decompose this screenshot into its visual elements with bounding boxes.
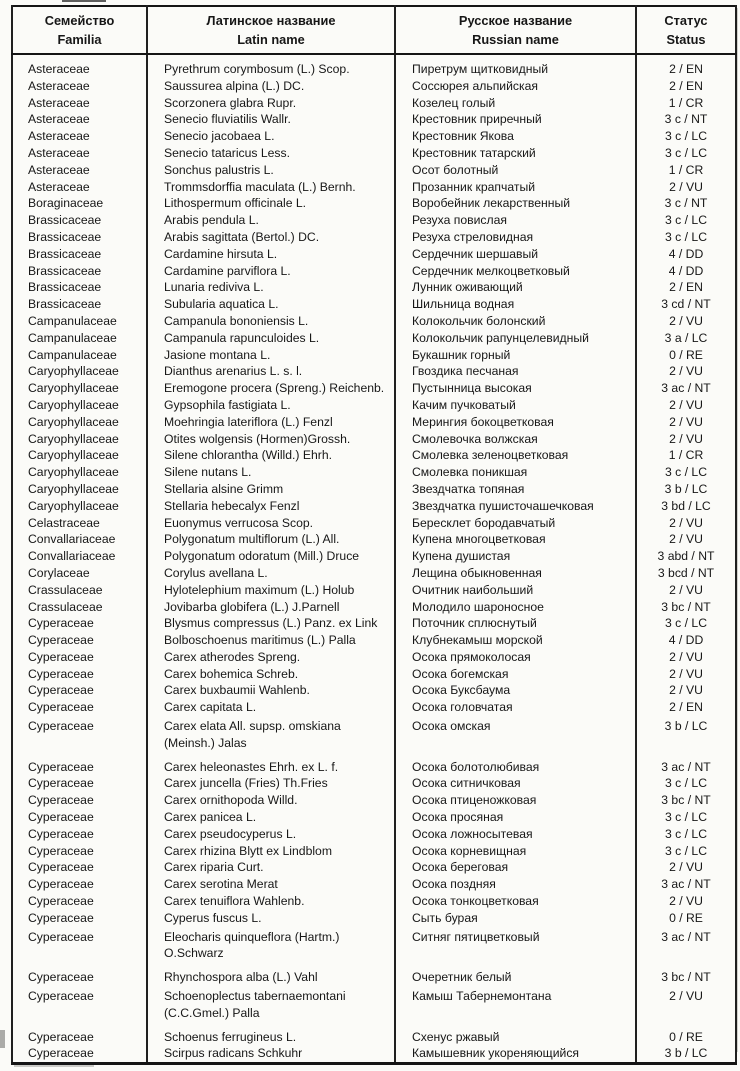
family-cell: Cyperaceae [12, 843, 147, 860]
russian-name-cell: Осока Буксбаума [395, 682, 636, 699]
table-row [12, 95, 736, 112]
latin-name-cell: Carex bohemica Schreb. [147, 666, 395, 683]
family-cell: Cyperaceae [12, 759, 147, 776]
table-row [12, 246, 736, 263]
latin-name-cell: Lithospermum officinale L. [147, 195, 395, 212]
status-cell: 3 b / LC [636, 1045, 736, 1063]
family-cell: Caryophyllaceae [12, 363, 147, 380]
latin-name-cell: Schoenoplectus tabernaemontani (C.C.Gmel.) Palla [147, 986, 395, 1029]
status-cell: 3 cd / NT [636, 296, 736, 313]
table-row [12, 296, 736, 313]
header-russian-en: Russian name [472, 32, 559, 47]
latin-name-cell: Scirpus radicans Schkuhr [147, 1045, 395, 1063]
table-row [12, 78, 736, 95]
status-cell: 3 b / LC [636, 481, 736, 498]
family-cell: Asteraceae [12, 78, 147, 95]
table-row [12, 775, 736, 792]
status-cell: 2 / VU [636, 397, 736, 414]
latin-name-cell: Stellaria alsine Grimm [147, 481, 395, 498]
family-cell: Celastraceae [12, 515, 147, 532]
family-cell: Caryophyllaceae [12, 431, 147, 448]
table-row [12, 128, 736, 145]
status-cell: 3 ac / NT [636, 876, 736, 893]
table-row [12, 649, 736, 666]
family-cell: Campanulaceae [12, 330, 147, 347]
table-row [12, 414, 736, 431]
status-cell: 4 / DD [636, 632, 736, 649]
scan-artifact-top [62, 0, 106, 2]
family-cell: Caryophyllaceae [12, 397, 147, 414]
russian-name-cell: Шильница водная [395, 296, 636, 313]
russian-name-cell: Купена душистая [395, 548, 636, 565]
table-row [12, 162, 736, 179]
status-cell: 3 bc / NT [636, 969, 736, 986]
family-cell: Caryophyllaceae [12, 481, 147, 498]
family-cell: Asteraceae [12, 111, 147, 128]
russian-name-cell: Осока птиценожковая [395, 792, 636, 809]
family-cell: Asteraceae [12, 162, 147, 179]
table-row [12, 682, 736, 699]
russian-name-cell: Смолевка поникшая [395, 464, 636, 481]
table-row [12, 809, 736, 826]
latin-name-cell: Cardamine parviflora L. [147, 263, 395, 280]
table-row [12, 363, 736, 380]
russian-name-cell: Осока омская [395, 716, 636, 759]
latin-name-cell: Trommsdorffia maculata (L.) Bernh. [147, 179, 395, 196]
russian-name-cell: Лунник оживающий [395, 279, 636, 296]
family-cell: Crassulaceae [12, 599, 147, 616]
russian-name-cell: Осока поздняя [395, 876, 636, 893]
status-cell: 3 bc / NT [636, 792, 736, 809]
table-row [12, 716, 736, 759]
russian-name-cell: Мерингия бокоцветковая [395, 414, 636, 431]
russian-name-cell: Камыш Табернемонтана [395, 986, 636, 1029]
russian-name-cell: Сердечник шершавый [395, 246, 636, 263]
latin-name-cell: Corylus avellana L. [147, 565, 395, 582]
status-cell: 3 c / LC [636, 229, 736, 246]
header-russian-ru: Русское название [458, 13, 573, 28]
russian-name-cell: Колокольчик болонский [395, 313, 636, 330]
latin-name-cell: Carex heleonastes Ehrh. ex L. f. [147, 759, 395, 776]
family-cell: Cyperaceae [12, 910, 147, 927]
family-cell: Cyperaceae [12, 775, 147, 792]
status-cell: 2 / EN [636, 54, 736, 78]
russian-name-cell: Ситняг пятицветковый [395, 927, 636, 970]
table-row [12, 759, 736, 776]
status-cell: 3 bcd / NT [636, 565, 736, 582]
family-cell: Cyperaceae [12, 969, 147, 986]
latin-name-cell: Cyperus fuscus L. [147, 910, 395, 927]
header-family-en: Familia [57, 32, 102, 47]
family-cell: Cyperaceae [12, 615, 147, 632]
family-cell: Boraginaceae [12, 195, 147, 212]
table-row [12, 179, 736, 196]
status-cell: 3 c / LC [636, 128, 736, 145]
family-cell: Brassicaceae [12, 279, 147, 296]
status-cell: 1 / CR [636, 162, 736, 179]
table-row [12, 859, 736, 876]
latin-name-cell: Carex pseudocyperus L. [147, 826, 395, 843]
species-status-table [11, 5, 737, 1065]
latin-name-cell: Pyrethrum corymbosum (L.) Scop. [147, 54, 395, 78]
latin-name-cell: Polygonatum odoratum (Mill.) Druce [147, 548, 395, 565]
russian-name-cell: Крестовник Якова [395, 128, 636, 145]
family-cell: Caryophyllaceae [12, 498, 147, 515]
family-cell: Campanulaceae [12, 313, 147, 330]
table-header [12, 6, 736, 54]
russian-name-cell: Осока ситничковая [395, 775, 636, 792]
status-cell: 3 c / LC [636, 809, 736, 826]
table-row [12, 330, 736, 347]
table-row [12, 212, 736, 229]
table-row [12, 582, 736, 599]
russian-name-cell: Воробейник лекарственный [395, 195, 636, 212]
status-cell: 3 bc / NT [636, 599, 736, 616]
russian-name-cell: Сердечник мелкоцветковый [395, 263, 636, 280]
status-cell: 3 c / LC [636, 615, 736, 632]
table-row [12, 229, 736, 246]
latin-name-cell: Lunaria rediviva L. [147, 279, 395, 296]
family-cell: Asteraceae [12, 54, 147, 78]
status-cell: 3 bd / LC [636, 498, 736, 515]
russian-name-cell: Очеретник белый [395, 969, 636, 986]
status-cell: 0 / RE [636, 1029, 736, 1046]
table-row [12, 666, 736, 683]
table-row [12, 1045, 736, 1063]
latin-name-cell: Carex tenuiflora Wahlenb. [147, 893, 395, 910]
family-cell: Corylaceae [12, 565, 147, 582]
family-cell: Brassicaceae [12, 296, 147, 313]
status-cell: 2 / VU [636, 313, 736, 330]
status-cell: 2 / EN [636, 699, 736, 716]
family-cell: Cyperaceae [12, 1029, 147, 1046]
table-row [12, 111, 736, 128]
table-row [12, 313, 736, 330]
russian-name-cell: Схенус ржавый [395, 1029, 636, 1046]
latin-name-cell: Euonymus verrucosa Scop. [147, 515, 395, 532]
status-cell: 4 / DD [636, 263, 736, 280]
table-row [12, 969, 736, 986]
latin-name-cell: Carex buxbaumii Wahlenb. [147, 682, 395, 699]
status-cell: 3 ac / NT [636, 927, 736, 970]
status-cell: 4 / DD [636, 246, 736, 263]
russian-name-cell: Осока ложносытевая [395, 826, 636, 843]
russian-name-cell: Крестовник приречный [395, 111, 636, 128]
russian-name-cell: Качим пучковатый [395, 397, 636, 414]
table-row [12, 565, 736, 582]
latin-name-cell: Stellaria hebecalyx Fenzl [147, 498, 395, 515]
status-cell: 3 c / NT [636, 195, 736, 212]
table-row [12, 632, 736, 649]
latin-name-cell: Polygonatum multiflorum (L.) All. [147, 531, 395, 548]
header-latin-ru: Латинское название [206, 13, 336, 28]
family-cell: Caryophyllaceae [12, 447, 147, 464]
russian-name-cell: Козелец голый [395, 95, 636, 112]
table-row [12, 699, 736, 716]
table-row [12, 397, 736, 414]
latin-name-cell: Bolboschoenus maritimus (L.) Palla [147, 632, 395, 649]
table-row [12, 447, 736, 464]
russian-name-cell: Осока прямоколосая [395, 649, 636, 666]
family-cell: Campanulaceae [12, 347, 147, 364]
latin-name-cell: Sonchus palustris L. [147, 162, 395, 179]
status-cell: 3 c / LC [636, 464, 736, 481]
family-cell: Asteraceae [12, 95, 147, 112]
status-cell: 3 abd / NT [636, 548, 736, 565]
family-cell: Cyperaceae [12, 632, 147, 649]
table-row [12, 347, 736, 364]
status-cell: 2 / VU [636, 859, 736, 876]
status-cell: 2 / VU [636, 515, 736, 532]
latin-name-cell: Senecio fluviatilis Wallr. [147, 111, 395, 128]
status-cell: 3 ac / NT [636, 759, 736, 776]
latin-name-cell: Carex ornithopoda Willd. [147, 792, 395, 809]
family-cell: Cyperaceae [12, 699, 147, 716]
table-row [12, 876, 736, 893]
latin-name-cell: Carex rhizina Blytt ex Lindblom [147, 843, 395, 860]
russian-name-cell: Пустынница высокая [395, 380, 636, 397]
russian-name-cell: Купена многоцветковая [395, 531, 636, 548]
table-row [12, 279, 736, 296]
header-row [12, 6, 736, 54]
status-cell: 2 / VU [636, 431, 736, 448]
header-latin-name [147, 6, 395, 54]
status-cell: 3 ac / NT [636, 380, 736, 397]
table-row [12, 481, 736, 498]
latin-name-cell: Jovibarba globifera (L.) J.Parnell [147, 599, 395, 616]
russian-name-cell: Осока береговая [395, 859, 636, 876]
family-cell: Cyperaceae [12, 792, 147, 809]
latin-name-cell: Arabis sagittata (Bertol.) DC. [147, 229, 395, 246]
status-cell: 1 / CR [636, 95, 736, 112]
table-row [12, 615, 736, 632]
family-cell: Cyperaceae [12, 649, 147, 666]
table-row [12, 826, 736, 843]
latin-name-cell: Gypsophila fastigiata L. [147, 397, 395, 414]
family-cell: Caryophyllaceae [12, 464, 147, 481]
table-row [12, 1029, 736, 1046]
russian-name-cell: Осока корневищная [395, 843, 636, 860]
header-family-ru: Семейство [44, 13, 115, 28]
latin-name-cell: Carex riparia Curt. [147, 859, 395, 876]
russian-name-cell: Резуха повислая [395, 212, 636, 229]
header-russian-name [395, 6, 636, 54]
table-row [12, 145, 736, 162]
latin-name-cell: Silene chlorantha (Willd.) Ehrh. [147, 447, 395, 464]
russian-name-cell: Молодило шароносное [395, 599, 636, 616]
table-row [12, 599, 736, 616]
family-cell: Cyperaceae [12, 859, 147, 876]
family-cell: Cyperaceae [12, 1045, 147, 1063]
scan-artifact-bottom-left [0, 1030, 5, 1048]
table-row [12, 380, 736, 397]
russian-name-cell: Лещина обыкновенная [395, 565, 636, 582]
latin-name-cell: Arabis pendula L. [147, 212, 395, 229]
status-cell: 0 / RE [636, 347, 736, 364]
russian-name-cell: Камышевник укореняющийся [395, 1045, 636, 1063]
header-family [12, 6, 147, 54]
latin-name-cell: Silene nutans L. [147, 464, 395, 481]
status-cell: 3 a / LC [636, 330, 736, 347]
russian-name-cell: Резуха стреловидная [395, 229, 636, 246]
russian-name-cell: Бересклет бородавчатый [395, 515, 636, 532]
status-cell: 3 c / LC [636, 212, 736, 229]
latin-name-cell: Campanula bononiensis L. [147, 313, 395, 330]
status-cell: 2 / VU [636, 179, 736, 196]
header-latin-en: Latin name [237, 32, 305, 47]
status-cell: 2 / VU [636, 363, 736, 380]
status-cell: 2 / VU [636, 414, 736, 431]
table-row [12, 464, 736, 481]
table-row [12, 531, 736, 548]
status-cell: 3 c / LC [636, 843, 736, 860]
family-cell: Cyperaceae [12, 876, 147, 893]
russian-name-cell: Крестовник татарский [395, 145, 636, 162]
family-cell: Caryophyllaceae [12, 380, 147, 397]
status-cell: 2 / EN [636, 279, 736, 296]
russian-name-cell: Поточник сплюснутый [395, 615, 636, 632]
family-cell: Cyperaceae [12, 809, 147, 826]
latin-name-cell: Blysmus compressus (L.) Panz. ex Link [147, 615, 395, 632]
table-row [12, 498, 736, 515]
table-row [12, 792, 736, 809]
latin-name-cell: Moehringia lateriflora (L.) Fenzl [147, 414, 395, 431]
latin-name-cell: Otites wolgensis (Hormen)Grossh. [147, 431, 395, 448]
russian-name-cell: Букашник горный [395, 347, 636, 364]
russian-name-cell: Колокольчик рапунцелевидный [395, 330, 636, 347]
status-cell: 2 / VU [636, 531, 736, 548]
status-cell: 0 / RE [636, 910, 736, 927]
status-cell: 3 c / LC [636, 775, 736, 792]
russian-name-cell: Осока тонкоцветковая [395, 893, 636, 910]
table-row [12, 431, 736, 448]
status-cell: 3 c / LC [636, 826, 736, 843]
table-body [12, 54, 736, 1064]
family-cell: Cyperaceae [12, 716, 147, 759]
latin-name-cell: Cardamine hirsuta L. [147, 246, 395, 263]
russian-name-cell: Звездчатка пушисточашечковая [395, 498, 636, 515]
family-cell: Cyperaceae [12, 893, 147, 910]
family-cell: Cyperaceae [12, 927, 147, 970]
russian-name-cell: Осот болотный [395, 162, 636, 179]
status-cell: 3 b / LC [636, 716, 736, 759]
scan-artifact-bottom [14, 1065, 94, 1067]
family-cell: Asteraceae [12, 179, 147, 196]
russian-name-cell: Сыть бурая [395, 910, 636, 927]
russian-name-cell: Осока просяная [395, 809, 636, 826]
table-row [12, 263, 736, 280]
header-status [636, 6, 736, 54]
russian-name-cell: Гвоздика песчаная [395, 363, 636, 380]
latin-name-cell: Campanula rapunculoides L. [147, 330, 395, 347]
russian-name-cell: Осока богемская [395, 666, 636, 683]
latin-name-cell: Eleocharis quinqueflora (Hartm.) O.Schwarz [147, 927, 395, 970]
latin-name-cell: Rhynchospora alba (L.) Vahl [147, 969, 395, 986]
russian-name-cell: Смолевка зеленоцветковая [395, 447, 636, 464]
table-row [12, 515, 736, 532]
family-cell: Brassicaceae [12, 229, 147, 246]
latin-name-cell: Senecio tataricus Less. [147, 145, 395, 162]
table-row [12, 910, 736, 927]
family-cell: Cyperaceae [12, 682, 147, 699]
status-cell: 2 / VU [636, 666, 736, 683]
russian-name-cell: Соссюрея альпийская [395, 78, 636, 95]
latin-name-cell: Schoenus ferrugineus L. [147, 1029, 395, 1046]
status-cell: 2 / VU [636, 682, 736, 699]
russian-name-cell: Очитник наибольший [395, 582, 636, 599]
family-cell: Convallariaceae [12, 531, 147, 548]
latin-name-cell: Saussurea alpina (L.) DC. [147, 78, 395, 95]
header-status-en: Status [666, 32, 706, 47]
status-cell: 3 c / NT [636, 111, 736, 128]
status-cell: 2 / VU [636, 582, 736, 599]
status-cell: 2 / EN [636, 78, 736, 95]
family-cell: Asteraceae [12, 128, 147, 145]
family-cell: Cyperaceae [12, 666, 147, 683]
latin-name-cell: Senecio jacobaea L. [147, 128, 395, 145]
latin-name-cell: Carex elata All. supsp. omskiana (Meinsh.) Jalas [147, 716, 395, 759]
table-row [12, 927, 736, 970]
family-cell: Caryophyllaceae [12, 414, 147, 431]
family-cell: Brassicaceae [12, 263, 147, 280]
latin-name-cell: Subularia aquatica L. [147, 296, 395, 313]
latin-name-cell: Eremogone procera (Spreng.) Reichenb. [147, 380, 395, 397]
latin-name-cell: Hylotelephium maximum (L.) Holub [147, 582, 395, 599]
status-cell: 2 / VU [636, 986, 736, 1029]
status-cell: 2 / VU [636, 893, 736, 910]
latin-name-cell: Carex panicea L. [147, 809, 395, 826]
family-cell: Crassulaceae [12, 582, 147, 599]
table-row [12, 54, 736, 78]
latin-name-cell: Dianthus arenarius L. s. l. [147, 363, 395, 380]
russian-name-cell: Пиретрум щитковидный [395, 54, 636, 78]
family-cell: Convallariaceae [12, 548, 147, 565]
russian-name-cell: Прозанник крапчатый [395, 179, 636, 196]
latin-name-cell: Carex juncella (Fries) Th.Fries [147, 775, 395, 792]
family-cell: Cyperaceae [12, 826, 147, 843]
table-row [12, 986, 736, 1029]
latin-name-cell: Scorzonera glabra Rupr. [147, 95, 395, 112]
latin-name-cell: Carex atherodes Spreng. [147, 649, 395, 666]
latin-name-cell: Carex capitata L. [147, 699, 395, 716]
latin-name-cell: Carex serotina Merat [147, 876, 395, 893]
russian-name-cell: Клубнекамыш морской [395, 632, 636, 649]
status-cell: 1 / CR [636, 447, 736, 464]
table-row [12, 548, 736, 565]
russian-name-cell: Осока болотолюбивая [395, 759, 636, 776]
russian-name-cell: Смолевочка волжская [395, 431, 636, 448]
russian-name-cell: Звездчатка топяная [395, 481, 636, 498]
table-row [12, 843, 736, 860]
family-cell: Brassicaceae [12, 212, 147, 229]
family-cell: Brassicaceae [12, 246, 147, 263]
header-status-ru: Статус [664, 13, 708, 28]
family-cell: Asteraceae [12, 145, 147, 162]
table-row [12, 195, 736, 212]
table-row [12, 893, 736, 910]
status-cell: 3 c / LC [636, 145, 736, 162]
family-cell: Cyperaceae [12, 986, 147, 1029]
status-cell: 2 / VU [636, 649, 736, 666]
latin-name-cell: Jasione montana L. [147, 347, 395, 364]
russian-name-cell: Осока головчатая [395, 699, 636, 716]
